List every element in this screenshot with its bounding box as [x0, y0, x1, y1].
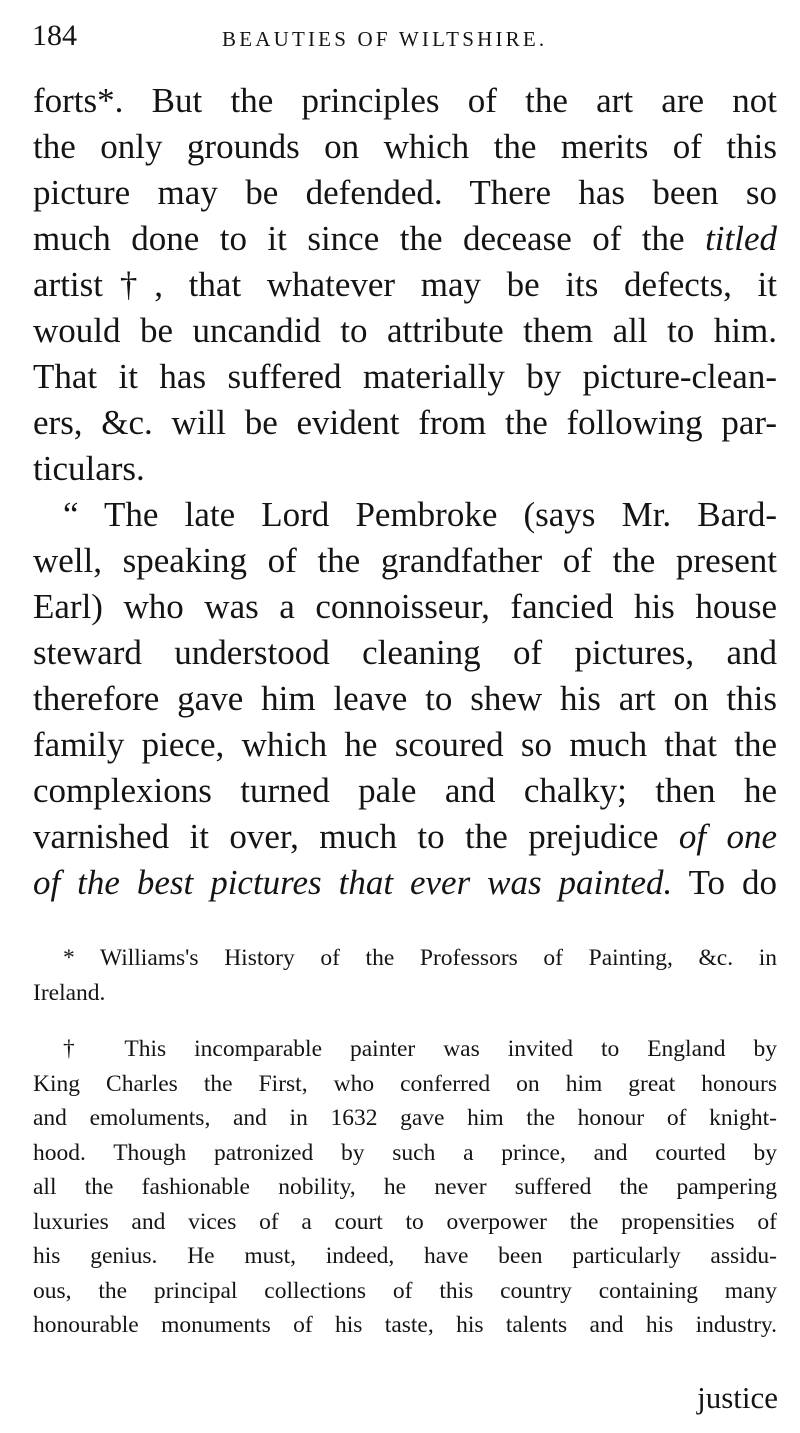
footnote-line: his genius. He must, indeed, have been particularly assidu-	[33, 1243, 777, 1269]
page-header	[32, 16, 778, 56]
text-line: That it has suffered materially by picture-clean-	[33, 357, 777, 396]
text-segment: varnished it over, much to the prejudice	[33, 817, 679, 856]
text-line: well, speaking of the grandfather of the present	[33, 541, 777, 580]
text-line: therefore gave him leave to shew his art on this	[33, 679, 777, 718]
footnote-line: luxuries and vices of a court to overpower the propensities of	[33, 1208, 777, 1235]
text-line: complexions turned pale and chalky; then he	[33, 771, 777, 810]
body-text	[33, 78, 777, 906]
text-line: Earl) who was a connoisseur, fancied his house	[33, 587, 777, 626]
text-line: steward understood cleaning of pictures, and	[33, 633, 777, 672]
text-line: ticulars.	[33, 449, 145, 488]
text-line: picture may be defended. There has been so	[33, 173, 777, 212]
footnote-line: Ireland.	[33, 979, 106, 1006]
italic-text: of one	[678, 817, 777, 856]
page-number: 184	[32, 19, 77, 52]
footnotes	[33, 941, 777, 1343]
footnote-line: * Williams's History of the Professors of Painting, &c. in	[63, 945, 777, 971]
italic-text: titled	[705, 219, 777, 258]
text-line: family piece, which he scoured so much that the	[33, 725, 777, 764]
text-line	[33, 860, 777, 906]
text-segment: To do	[672, 863, 777, 902]
text-line: forts*. But the principles of the art are not	[33, 81, 777, 120]
footnote-line: honourable monuments of his taste, his talents and his industry.	[33, 1312, 777, 1338]
footnote-line: ous, the principal collections of this country containing many	[33, 1277, 777, 1304]
text-line: would be uncandid to attribute them all to him.	[33, 311, 777, 350]
text-segment: much done to it since the decease of the	[33, 219, 706, 258]
text-line: the only grounds on which the merits of this	[33, 127, 777, 166]
text-line: ers, &c. will be evident from the following par-	[33, 403, 777, 442]
italic-text: of the best pictures that ever was painted.	[33, 863, 673, 902]
footnote-separator	[33, 1010, 777, 1032]
footnote-line: † This incomparable painter was invited to England by	[63, 1036, 777, 1062]
text-line: artist†, that whatever may be its defects, it	[33, 265, 777, 304]
footnote-line: hood. Though patronized by such a prince, and courted by	[33, 1139, 777, 1166]
footnote-line: King Charles the First, who conferred on him great honours	[33, 1070, 777, 1097]
running-head: BEAUTIES OF WILTSHIRE.	[222, 27, 548, 51]
text-line: “ The late Lord Pembroke (says Mr. Bard-	[63, 495, 777, 534]
footnote-line: all the fashionable nobility, he never suffered the pampering	[33, 1174, 777, 1200]
footnote-line: and emoluments, and in 1632 gave him the honour of knight-	[33, 1105, 777, 1131]
catchword: justice	[697, 1380, 778, 1415]
text-line	[33, 814, 777, 860]
text-line	[33, 216, 777, 262]
